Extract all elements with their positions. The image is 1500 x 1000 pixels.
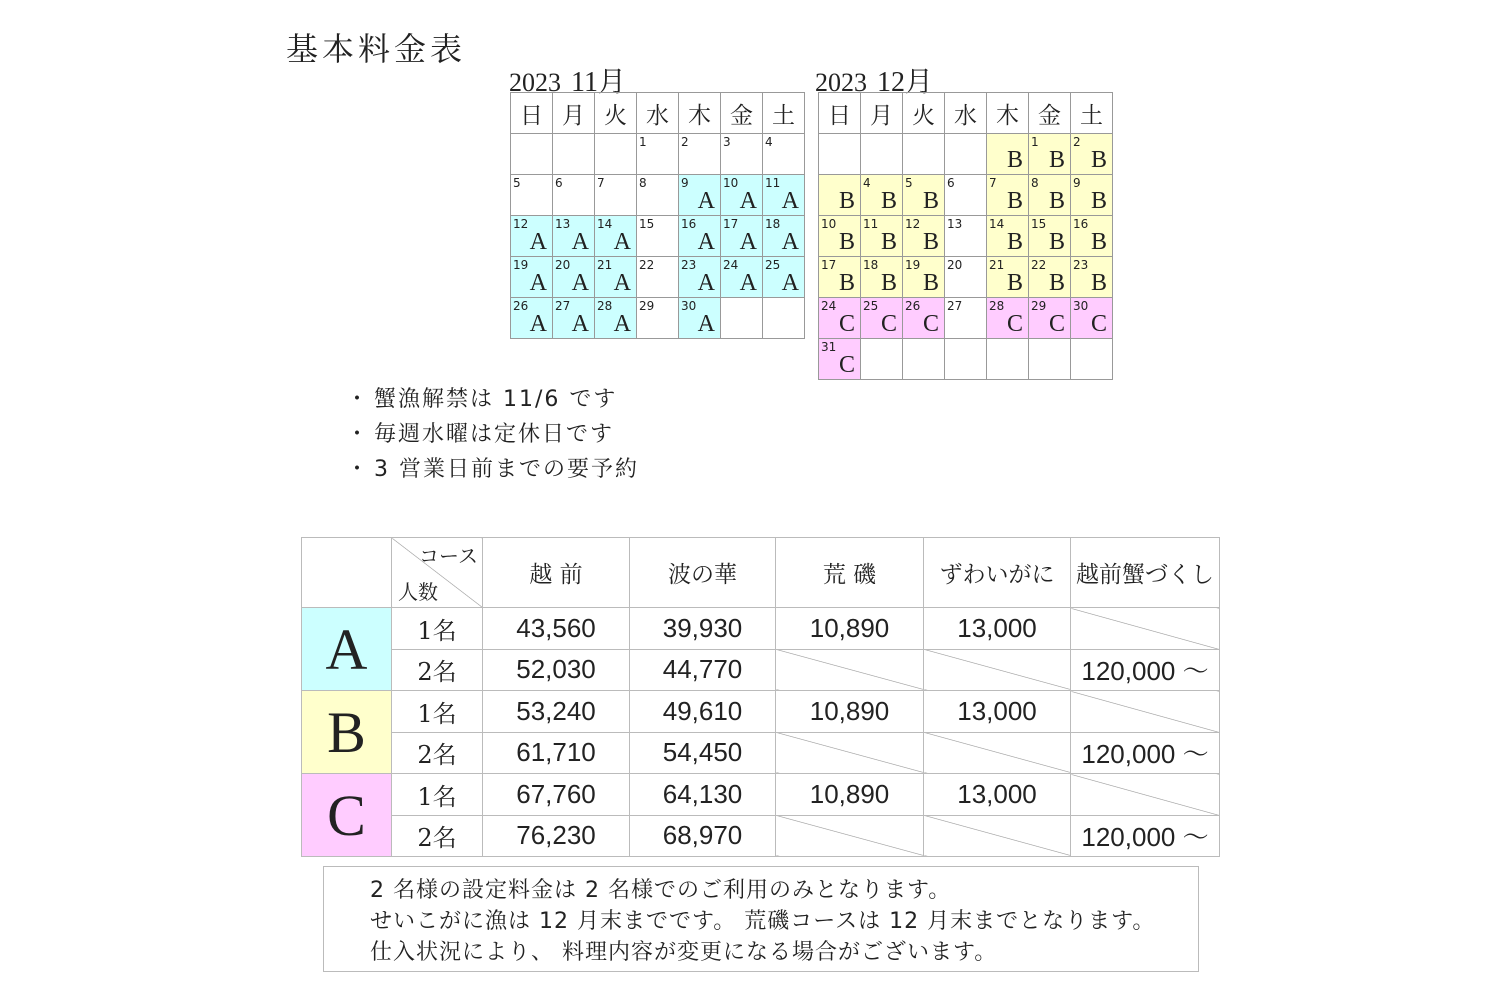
calendar-day-cell [1071, 298, 1113, 339]
day-number: 18 [765, 217, 781, 231]
course-header: ずわいがに [924, 538, 1071, 608]
calendar-day-cell [511, 298, 553, 339]
day-number: 2 [1073, 135, 1081, 149]
people-cell: 2名 [392, 732, 483, 774]
calendar-day-cell [819, 339, 861, 380]
calendar-day-cell [679, 216, 721, 257]
calendar-day-cell [763, 134, 805, 175]
rank-header-cell [302, 538, 392, 608]
calendar-day-cell [1071, 257, 1113, 298]
price-cell: 49,610 [630, 691, 776, 733]
price-cell: 54,450 [630, 732, 776, 774]
calendar-day-cell [1029, 298, 1071, 339]
rank-label: B [1006, 147, 1023, 173]
day-number: 25 [863, 299, 879, 313]
empty-price-cell [924, 815, 1071, 857]
day-number: 26 [513, 299, 529, 313]
corner-course-label: コース [419, 544, 478, 568]
rank-label: B [922, 229, 939, 255]
rank-label: A [697, 270, 715, 296]
day-number: 13 [947, 217, 963, 231]
weekday-header: 木 [987, 93, 1029, 134]
day-number: 15 [639, 217, 655, 231]
rank-label: B [880, 270, 897, 296]
calendar-day-cell [595, 216, 637, 257]
calendar-day-cell [1029, 339, 1071, 380]
calendar-day-cell [511, 216, 553, 257]
day-number: 11 [863, 217, 879, 231]
calendar-day-cell [945, 175, 987, 216]
calendar-week-row [819, 339, 1113, 380]
price-cell: 120,000 ～ [1071, 815, 1220, 857]
calendar-day-cell [721, 134, 763, 175]
calendar-year: 2023 [509, 68, 561, 97]
rank-label: B [1090, 188, 1107, 214]
day-number: 29 [1031, 299, 1047, 313]
day-number: 10 [723, 176, 739, 190]
price-cell: 10,890 [776, 691, 924, 733]
rank-label: C [1090, 311, 1107, 337]
rank-label: A [781, 270, 799, 296]
day-number: 9 [1073, 176, 1081, 190]
calendar-week-row [511, 257, 805, 298]
calendar-day-cell [1029, 175, 1071, 216]
calendar-week-row [819, 216, 1113, 257]
calendar-week-row [819, 134, 1113, 175]
calendar-day-cell [721, 298, 763, 339]
calendar-day-cell [945, 134, 987, 175]
empty-price-cell [776, 732, 924, 774]
calendar-day-cell [1029, 216, 1071, 257]
calendar-day-cell [861, 339, 903, 380]
calendar-day-cell [595, 298, 637, 339]
price-cell: 39,930 [630, 608, 776, 650]
weekday-header: 土 [1071, 93, 1113, 134]
calendar-day-cell [763, 175, 805, 216]
weekday-header: 火 [903, 93, 945, 134]
day-number: 24 [821, 299, 837, 313]
course-header: 波の華 [630, 538, 776, 608]
calendar-day-cell [1029, 257, 1071, 298]
rank-label: A [529, 311, 547, 337]
calendar-day-cell [637, 257, 679, 298]
calendar-day-cell [945, 339, 987, 380]
price-cell: 53,240 [483, 691, 630, 733]
calendar-day-cell [987, 134, 1029, 175]
rank-label: B [1006, 270, 1023, 296]
calendar-day-cell [763, 216, 805, 257]
calendar-week-row [819, 175, 1113, 216]
calendar-day-cell [763, 298, 805, 339]
day-number: 25 [765, 258, 781, 272]
calendar-day-cell [903, 257, 945, 298]
calendar-day-cell [1029, 134, 1071, 175]
day-number: 20 [555, 258, 571, 272]
rank-label: A [739, 188, 757, 214]
day-number: 1 [1031, 135, 1039, 149]
day-number: 13 [555, 217, 571, 231]
calendar-day-cell [987, 257, 1029, 298]
day-number: 27 [947, 299, 963, 313]
footer-line: 仕入状況により、 料理内容が変更になる場合がございます。 [370, 940, 998, 965]
day-number: 11 [765, 176, 781, 190]
calendar-day-cell [637, 216, 679, 257]
rank-label: B [922, 188, 939, 214]
people-cell: 1名 [392, 608, 483, 650]
calendar-day-cell [553, 175, 595, 216]
rank-label: B [1090, 270, 1107, 296]
day-number: 15 [1031, 217, 1047, 231]
day-number: 14 [597, 217, 613, 231]
day-number: 9 [681, 176, 689, 190]
weekday-header: 土 [763, 93, 805, 134]
calendar-day-cell [637, 134, 679, 175]
calendar-day-cell [819, 216, 861, 257]
price-cell: 13,000 [924, 774, 1071, 816]
rank-label: A [613, 311, 631, 337]
day-number: 31 [821, 340, 837, 354]
price-table [301, 537, 1220, 857]
rank-label: C [922, 311, 939, 337]
day-number: 1 [639, 135, 647, 149]
rank-label: A [697, 311, 715, 337]
day-number: 18 [863, 258, 879, 272]
rank-label: B [1048, 229, 1065, 255]
calendar-day-cell [861, 175, 903, 216]
calendar-week-row [819, 298, 1113, 339]
rank-label: A [613, 270, 631, 296]
day-number: 21 [989, 258, 1005, 272]
rank-label: B [1006, 229, 1023, 255]
calendar-week-row [511, 216, 805, 257]
rank-label: C [838, 311, 855, 337]
calendar-day-cell [553, 257, 595, 298]
calendar-week-row [511, 175, 805, 216]
day-number: 5 [513, 176, 521, 190]
page-title: 基本料金表 [286, 30, 467, 68]
price-row [302, 649, 1220, 691]
calendar-day-cell [721, 216, 763, 257]
calendar-day-cell [945, 298, 987, 339]
calendar-day-cell [553, 216, 595, 257]
day-number: 17 [821, 258, 837, 272]
day-number: 24 [723, 258, 739, 272]
calendar-day-cell [903, 216, 945, 257]
price-cell: 44,770 [630, 649, 776, 691]
day-number: 4 [765, 135, 773, 149]
calendar-day-cell [903, 339, 945, 380]
rank-label: A [571, 270, 589, 296]
calendar-day-cell [553, 298, 595, 339]
price-cell: 52,030 [483, 649, 630, 691]
day-number: 28 [597, 299, 613, 313]
calendar-day-cell [1071, 216, 1113, 257]
day-number: 22 [639, 258, 655, 272]
calendar-day-cell [595, 257, 637, 298]
calendar-day-cell [819, 134, 861, 175]
rank-cell: B [302, 691, 392, 774]
price-row [302, 774, 1220, 816]
calendar-day-cell [861, 298, 903, 339]
footer-line: 2 名様の設定料金は 2 名様でのご利用のみとなります。 [370, 878, 952, 903]
rank-label: A [739, 229, 757, 255]
calendar-day-cell [721, 257, 763, 298]
price-cell: 10,890 [776, 608, 924, 650]
rank-label: C [1006, 311, 1023, 337]
weekday-header: 金 [1029, 93, 1071, 134]
price-row [302, 815, 1220, 857]
day-number: 19 [513, 258, 529, 272]
day-number: 12 [905, 217, 921, 231]
rank-label: B [880, 188, 897, 214]
rank-label: A [613, 229, 631, 255]
rank-label: A [781, 188, 799, 214]
price-cell: 43,560 [483, 608, 630, 650]
weekday-header: 月 [553, 93, 595, 134]
rank-label: A [697, 229, 715, 255]
price-cell: 68,970 [630, 815, 776, 857]
calendar-day-cell [987, 175, 1029, 216]
day-number: 12 [513, 217, 529, 231]
day-number: 19 [905, 258, 921, 272]
empty-price-cell [776, 649, 924, 691]
calendar-day-cell [553, 134, 595, 175]
corner-header-cell [392, 538, 483, 608]
calendar-month: 12月 [877, 67, 934, 98]
calendar-day-cell [819, 257, 861, 298]
empty-price-cell [1071, 774, 1220, 816]
day-number: 26 [905, 299, 921, 313]
rank-label: A [571, 311, 589, 337]
weekday-header: 月 [861, 93, 903, 134]
day-number: 20 [947, 258, 963, 272]
calendar-day-cell [637, 298, 679, 339]
price-cell: 76,230 [483, 815, 630, 857]
weekday-header: 水 [637, 93, 679, 134]
empty-price-cell [924, 649, 1071, 691]
rank-label: B [838, 188, 855, 214]
calendar-day-cell [679, 175, 721, 216]
day-number: 22 [1031, 258, 1047, 272]
day-number: 16 [1073, 217, 1089, 231]
rank-label: B [1006, 188, 1023, 214]
weekday-header: 木 [679, 93, 721, 134]
day-number: 7 [989, 176, 997, 190]
calendar-day-cell [819, 175, 861, 216]
weekday-header: 火 [595, 93, 637, 134]
calendar-december [818, 92, 1113, 380]
calendar-day-cell [861, 134, 903, 175]
day-number: 8 [1031, 176, 1039, 190]
day-number: 4 [863, 176, 871, 190]
calendar-day-cell [903, 134, 945, 175]
course-header: 越前蟹づくし [1071, 538, 1220, 608]
price-cell: 13,000 [924, 691, 1071, 733]
day-number: 2 [681, 135, 689, 149]
calendar-week-row [511, 134, 805, 175]
weekday-header-row [819, 93, 1113, 134]
people-cell: 2名 [392, 649, 483, 691]
rank-label: A [781, 229, 799, 255]
course-header: 越 前 [483, 538, 630, 608]
empty-price-cell [1071, 608, 1220, 650]
calendar-month: 11月 [571, 67, 626, 98]
day-number: 30 [681, 299, 697, 313]
price-cell: 61,710 [483, 732, 630, 774]
day-number: 28 [989, 299, 1005, 313]
weekday-header: 金 [721, 93, 763, 134]
day-number: 27 [555, 299, 571, 313]
rank-label: C [838, 352, 855, 378]
footer-notes [323, 866, 1199, 972]
rank-label: A [529, 270, 547, 296]
calendar-day-cell [945, 257, 987, 298]
calendar-day-cell [1071, 175, 1113, 216]
day-number: 5 [905, 176, 913, 190]
day-number: 29 [639, 299, 655, 313]
price-cell: 10,890 [776, 774, 924, 816]
calendar-week-row [511, 298, 805, 339]
empty-price-cell [924, 732, 1071, 774]
calendar-day-cell [679, 134, 721, 175]
calendar-day-cell [511, 175, 553, 216]
price-cell: 13,000 [924, 608, 1071, 650]
rank-label: B [1048, 188, 1065, 214]
calendar-day-cell [1071, 134, 1113, 175]
calendar-day-cell [511, 134, 553, 175]
calendar-day-cell [987, 216, 1029, 257]
rank-label: B [1090, 147, 1107, 173]
day-number: 30 [1073, 299, 1089, 313]
day-number: 23 [1073, 258, 1089, 272]
rank-label: A [571, 229, 589, 255]
footer-line: せいこがに漁は 12 月末までです。 荒磯コースは 12 月末までとなります。 [370, 909, 1156, 934]
course-header: 荒 磯 [776, 538, 924, 608]
calendar-day-cell [861, 257, 903, 298]
calendar-day-cell [763, 257, 805, 298]
calendar-day-cell [595, 134, 637, 175]
note-item: ・ 蟹漁解禁は 11/6 です [346, 382, 639, 417]
rank-cell: A [302, 608, 392, 691]
rank-label: B [838, 270, 855, 296]
notes-list [346, 382, 639, 487]
price-cell: 120,000 ～ [1071, 649, 1220, 691]
calendar-day-cell [511, 257, 553, 298]
calendar-year: 2023 [815, 68, 867, 97]
day-number: 17 [723, 217, 739, 231]
rank-label: A [739, 270, 757, 296]
weekday-header-row [511, 93, 805, 134]
rank-label: C [1048, 311, 1065, 337]
empty-price-cell [776, 815, 924, 857]
calendar-day-cell [637, 175, 679, 216]
day-number: 6 [947, 176, 955, 190]
price-cell: 64,130 [630, 774, 776, 816]
calendar-day-cell [903, 298, 945, 339]
note-item: ・ 毎週水曜は定休日です [346, 417, 639, 452]
calendar-day-cell [861, 216, 903, 257]
rank-label: B [922, 270, 939, 296]
day-number: 14 [989, 217, 1005, 231]
calendar-day-cell [679, 257, 721, 298]
people-cell: 1名 [392, 691, 483, 733]
price-row [302, 691, 1220, 733]
price-cell: 67,760 [483, 774, 630, 816]
calendar-day-cell [1071, 339, 1113, 380]
day-number: 7 [597, 176, 605, 190]
calendar-november [510, 92, 805, 339]
rank-label: B [838, 229, 855, 255]
day-number: 23 [681, 258, 697, 272]
calendar-day-cell [679, 298, 721, 339]
rank-label: A [529, 229, 547, 255]
rank-label: A [697, 188, 715, 214]
rank-label: B [1048, 270, 1065, 296]
price-row [302, 608, 1220, 650]
rank-label: C [880, 311, 897, 337]
day-number: 3 [723, 135, 731, 149]
calendar-day-cell [945, 216, 987, 257]
empty-price-cell [1071, 691, 1220, 733]
price-cell: 120,000 ～ [1071, 732, 1220, 774]
day-number: 6 [555, 176, 563, 190]
day-number: 8 [639, 176, 647, 190]
weekday-header: 日 [819, 93, 861, 134]
calendar-day-cell [987, 298, 1029, 339]
note-item: ・ 3 営業日前までの要予約 [346, 452, 639, 487]
price-header-row [302, 538, 1220, 608]
rank-label: B [880, 229, 897, 255]
rank-cell: C [302, 774, 392, 857]
day-number: 16 [681, 217, 697, 231]
day-number: 10 [821, 217, 837, 231]
day-number: 21 [597, 258, 613, 272]
people-cell: 2名 [392, 815, 483, 857]
calendar-day-cell [819, 298, 861, 339]
rank-label: B [1090, 229, 1107, 255]
calendar-week-row [819, 257, 1113, 298]
rank-label: B [1048, 147, 1065, 173]
price-row [302, 732, 1220, 774]
people-cell: 1名 [392, 774, 483, 816]
corner-people-label: 人数 [398, 580, 438, 604]
weekday-header: 水 [945, 93, 987, 134]
calendar-day-cell [987, 339, 1029, 380]
calendar-day-cell [595, 175, 637, 216]
calendar-day-cell [903, 175, 945, 216]
calendar-day-cell [721, 175, 763, 216]
weekday-header: 日 [511, 93, 553, 134]
